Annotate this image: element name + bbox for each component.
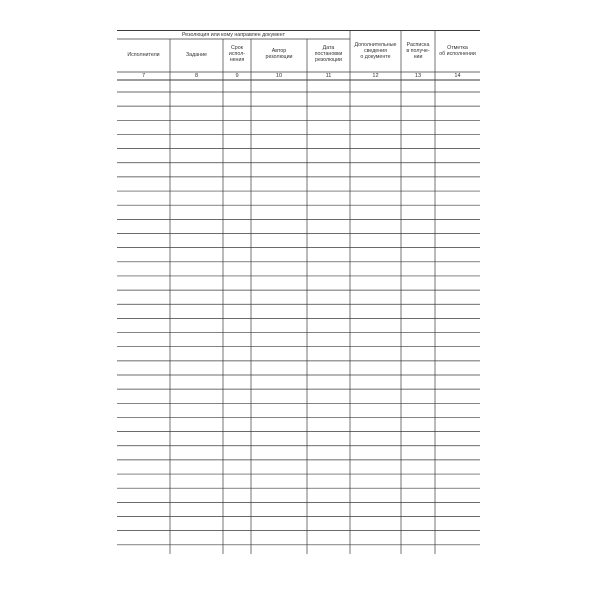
table-grid — [117, 30, 480, 554]
column-number-8: 8 — [194, 73, 199, 79]
column-number-9: 9 — [235, 73, 239, 79]
column-number-11: 11 — [325, 73, 332, 79]
column-header-additional-info: Дополнительные сведения о документе — [354, 42, 397, 61]
column-header-execution-mark: Отметка об исполнении — [439, 45, 476, 58]
journal-table — [117, 30, 480, 554]
column-header-resolution-date: Дата постановки резолюции — [314, 45, 343, 64]
column-header-executors: Исполнители — [127, 52, 160, 58]
column-header-resolution-author: Автор резолюции — [265, 48, 293, 61]
column-header-task: Задание — [185, 52, 207, 58]
group-header-resolution: Резолюция или кому направлен документ — [181, 32, 286, 38]
column-number-14: 14 — [454, 73, 461, 79]
column-number-10: 10 — [275, 73, 283, 79]
column-number-7: 7 — [141, 73, 146, 79]
column-header-deadline: Срок испол- нения — [228, 45, 246, 64]
column-number-12: 12 — [372, 73, 379, 79]
column-header-receipt: Расписка в получе- нии — [406, 42, 430, 61]
column-number-13: 13 — [414, 73, 422, 79]
